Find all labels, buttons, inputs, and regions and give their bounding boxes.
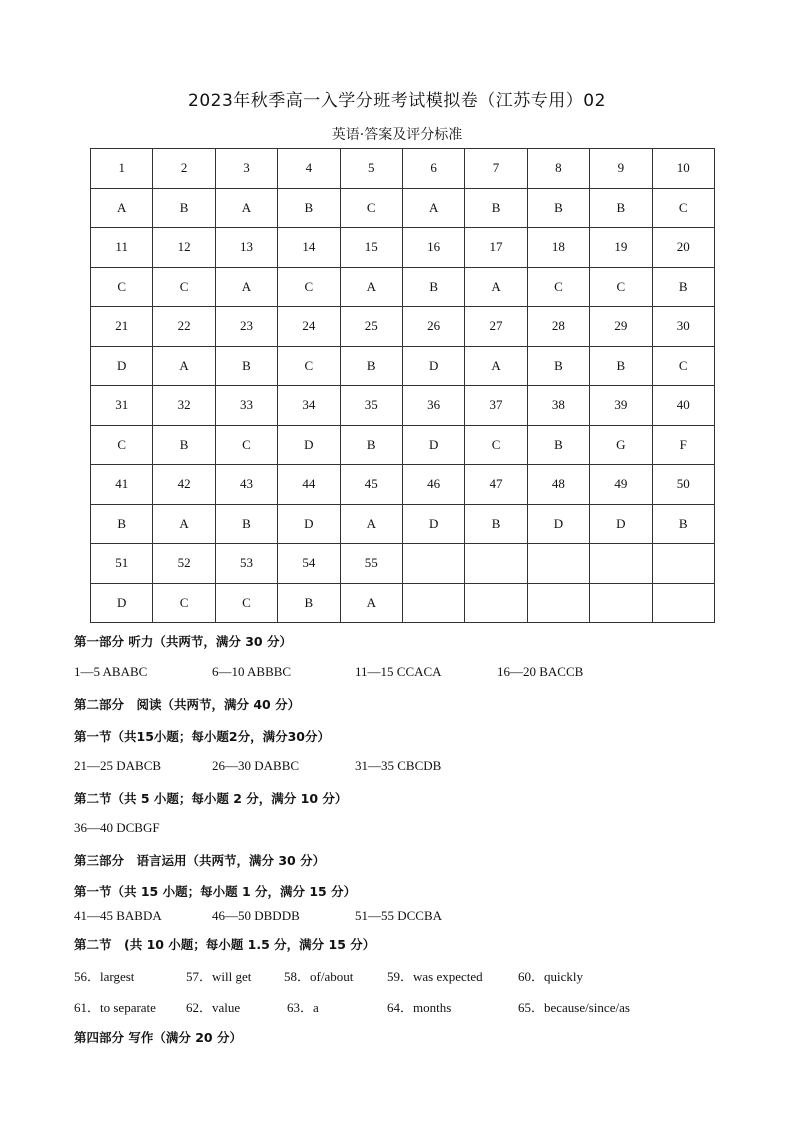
answer-cell — [590, 583, 652, 623]
question-number-cell: 5 — [340, 149, 402, 189]
question-number-cell: 43 — [215, 465, 277, 505]
answer-row — [91, 267, 715, 307]
part2-section1-heading: 第一节（共15小题；每小题2分，满分30分） — [74, 729, 330, 744]
question-number-cell: 55 — [340, 544, 402, 584]
question-number-cell: 24 — [278, 307, 340, 347]
answer-item: 62．value — [186, 1000, 241, 1015]
answer-cell: B — [215, 504, 277, 544]
question-number-cell — [652, 544, 714, 584]
answer-group: 41—45 BABDA — [74, 908, 162, 923]
answer-cell: A — [153, 504, 215, 544]
question-number-cell: 47 — [465, 465, 527, 505]
answer-group: 11—15 CCACA — [355, 664, 442, 679]
answer-cell: A — [340, 583, 402, 623]
part1-heading: 第一部分 听力（共两节，满分 30 分） — [74, 634, 292, 649]
answer-group: 16—20 BACCB — [497, 664, 584, 679]
answer-cell — [527, 583, 589, 623]
answer-cell: C — [340, 188, 402, 228]
question-number-cell: 45 — [340, 465, 402, 505]
question-number-cell: 17 — [465, 228, 527, 268]
answer-cell: B — [527, 425, 589, 465]
answer-cell: C — [278, 346, 340, 386]
answer-cell: B — [215, 346, 277, 386]
question-number-cell: 14 — [278, 228, 340, 268]
question-number-cell — [465, 544, 527, 584]
answer-cell: B — [652, 267, 714, 307]
question-number-row — [91, 149, 715, 189]
answer-row — [91, 504, 715, 544]
answer-cell: B — [91, 504, 153, 544]
answer-row — [91, 346, 715, 386]
answer-group: 31—35 CBCDB — [355, 758, 442, 773]
question-number-cell: 53 — [215, 544, 277, 584]
answer-cell: C — [465, 425, 527, 465]
question-number-row — [91, 386, 715, 426]
part2-heading: 第二部分 阅读（共两节，满分 40 分） — [74, 697, 301, 712]
answer-cell: D — [91, 346, 153, 386]
question-number-cell: 32 — [153, 386, 215, 426]
part4-heading: 第四部分 写作（满分 20 分） — [74, 1030, 242, 1045]
question-number-cell: 28 — [527, 307, 589, 347]
answer-cell: A — [340, 267, 402, 307]
answer-cell: D — [402, 504, 464, 544]
question-number-cell — [590, 544, 652, 584]
part2-section2-heading: 第二节（共 5 小题；每小题 2 分，满分 10 分） — [74, 791, 348, 806]
answer-cell: C — [278, 267, 340, 307]
answer-cell: C — [527, 267, 589, 307]
question-number-cell: 10 — [652, 149, 714, 189]
answer-table — [90, 148, 715, 623]
answer-group: 46—50 DBDDB — [212, 908, 300, 923]
question-number-row — [91, 465, 715, 505]
part3-section1-heading: 第一节（共 15 小题；每小题 1 分，满分 15 分） — [74, 884, 357, 899]
answer-cell: A — [153, 346, 215, 386]
answer-cell: D — [278, 504, 340, 544]
question-number-row — [91, 228, 715, 268]
answer-cell: C — [652, 188, 714, 228]
answer-cell: B — [153, 425, 215, 465]
question-number-cell: 42 — [153, 465, 215, 505]
answer-cell: B — [527, 188, 589, 228]
question-number-cell: 26 — [402, 307, 464, 347]
answer-cell — [465, 583, 527, 623]
answer-group: 1—5 ABABC — [74, 664, 148, 679]
answer-cell: D — [527, 504, 589, 544]
answer-item: 64．months — [387, 1000, 452, 1015]
answer-cell: A — [340, 504, 402, 544]
answer-item: 60．quickly — [518, 969, 583, 984]
question-number-cell: 20 — [652, 228, 714, 268]
page-title: 2023年秋季高一入学分班考试模拟卷（江苏专用）02 — [188, 91, 606, 111]
question-number-cell: 7 — [465, 149, 527, 189]
question-number-cell: 12 — [153, 228, 215, 268]
answer-cell: B — [465, 504, 527, 544]
answer-cell: D — [278, 425, 340, 465]
question-number-cell: 33 — [215, 386, 277, 426]
question-number-cell: 29 — [590, 307, 652, 347]
question-number-cell: 34 — [278, 386, 340, 426]
question-number-cell: 13 — [215, 228, 277, 268]
question-number-cell: 46 — [402, 465, 464, 505]
question-number-cell: 2 — [153, 149, 215, 189]
question-number-cell: 48 — [527, 465, 589, 505]
question-number-cell: 9 — [590, 149, 652, 189]
answer-cell: B — [278, 188, 340, 228]
answer-cell: A — [215, 267, 277, 307]
question-number-cell: 25 — [340, 307, 402, 347]
question-number-cell: 16 — [402, 228, 464, 268]
question-number-cell: 27 — [465, 307, 527, 347]
question-number-cell: 50 — [652, 465, 714, 505]
question-number-row — [91, 307, 715, 347]
answer-cell: B — [340, 425, 402, 465]
answer-item: 58．of/about — [284, 969, 354, 984]
question-number-cell: 4 — [278, 149, 340, 189]
answer-cell: B — [153, 188, 215, 228]
question-number-cell: 51 — [91, 544, 153, 584]
answer-cell: B — [527, 346, 589, 386]
question-number-cell: 49 — [590, 465, 652, 505]
answer-cell: C — [153, 267, 215, 307]
question-number-cell: 37 — [465, 386, 527, 426]
answer-cell: D — [402, 346, 464, 386]
answer-item: 56．largest — [74, 969, 135, 984]
answer-cell: B — [590, 346, 652, 386]
answer-cell: D — [91, 583, 153, 623]
answer-row — [91, 425, 715, 465]
answer-cell: G — [590, 425, 652, 465]
question-number-cell: 39 — [590, 386, 652, 426]
answer-item: 63．a — [287, 1000, 319, 1015]
question-number-cell: 6 — [402, 149, 464, 189]
answer-cell — [652, 583, 714, 623]
answer-cell: C — [91, 425, 153, 465]
answer-cell: C — [590, 267, 652, 307]
answer-cell: B — [402, 267, 464, 307]
answer-cell: A — [402, 188, 464, 228]
answer-cell: D — [402, 425, 464, 465]
answer-item: 59．was expected — [387, 969, 483, 984]
question-number-cell: 36 — [402, 386, 464, 426]
answer-cell: A — [465, 346, 527, 386]
question-number-cell: 21 — [91, 307, 153, 347]
answer-item: 57．will get — [186, 969, 252, 984]
question-number-cell: 35 — [340, 386, 402, 426]
page-subtitle: 英语·答案及评分标准 — [331, 127, 463, 143]
answer-cell: A — [465, 267, 527, 307]
answer-cell: B — [340, 346, 402, 386]
answer-item: 65．because/since/as — [518, 1000, 630, 1015]
question-number-row — [91, 544, 715, 584]
answer-row — [91, 583, 715, 623]
answer-group: 21—25 DABCB — [74, 758, 162, 773]
question-number-cell: 1 — [91, 149, 153, 189]
question-number-cell: 41 — [91, 465, 153, 505]
question-number-cell: 30 — [652, 307, 714, 347]
answer-row — [91, 188, 715, 228]
question-number-cell: 15 — [340, 228, 402, 268]
answer-group: 6—10 ABBBC — [212, 664, 292, 679]
question-number-cell: 3 — [215, 149, 277, 189]
answer-cell: F — [652, 425, 714, 465]
part3-section2-heading: 第二节 (共 10 小题；每小题 1.5 分，满分 15 分） — [74, 937, 376, 952]
answer-cell: C — [215, 583, 277, 623]
question-number-cell: 52 — [153, 544, 215, 584]
question-number-cell — [402, 544, 464, 584]
question-number-cell: 54 — [278, 544, 340, 584]
answer-cell: B — [278, 583, 340, 623]
answer-group: 26—30 DABBC — [212, 758, 300, 773]
question-number-cell: 18 — [527, 228, 589, 268]
answer-cell: C — [215, 425, 277, 465]
question-number-cell: 40 — [652, 386, 714, 426]
question-number-cell: 23 — [215, 307, 277, 347]
answer-table-body — [91, 149, 715, 623]
answer-cell: D — [590, 504, 652, 544]
question-number-cell: 11 — [91, 228, 153, 268]
answer-cell: C — [652, 346, 714, 386]
question-number-cell: 22 — [153, 307, 215, 347]
question-number-cell: 19 — [590, 228, 652, 268]
answer-group: 51—55 DCCBA — [355, 908, 443, 923]
answer-cell: B — [652, 504, 714, 544]
answer-cell: A — [91, 188, 153, 228]
question-number-cell — [527, 544, 589, 584]
question-number-cell: 44 — [278, 465, 340, 505]
answer-cell — [402, 583, 464, 623]
answer-cell: A — [215, 188, 277, 228]
answer-group: 36—40 DCBGF — [74, 820, 160, 835]
answer-cell: B — [590, 188, 652, 228]
answer-cell: C — [91, 267, 153, 307]
question-number-cell: 8 — [527, 149, 589, 189]
answer-cell: C — [153, 583, 215, 623]
question-number-cell: 31 — [91, 386, 153, 426]
part3-heading: 第三部分 语言运用（共两节，满分 30 分） — [74, 853, 326, 868]
question-number-cell: 38 — [527, 386, 589, 426]
answer-item: 61．to separate — [74, 1000, 156, 1015]
answer-cell: B — [465, 188, 527, 228]
